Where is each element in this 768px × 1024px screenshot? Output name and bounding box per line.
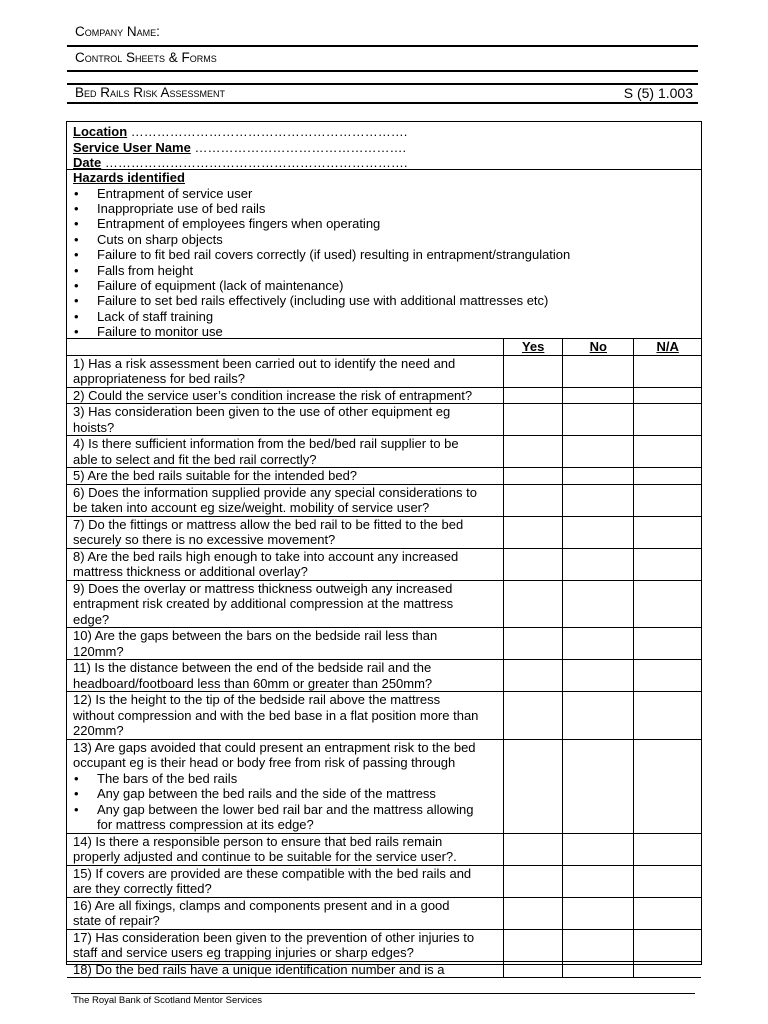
yes-answer-cell[interactable] bbox=[504, 961, 563, 978]
question-row bbox=[67, 580, 701, 628]
question-line: 11) Is the distance between the end of the bedside rail and the bbox=[73, 660, 432, 675]
question-text-cell bbox=[67, 692, 504, 740]
question-line: able to select and fit the bed rail correctly? bbox=[73, 451, 317, 467]
hazard-text: Failure of equipment (lack of maintenance) bbox=[97, 277, 344, 293]
yes-answer-cell[interactable] bbox=[504, 929, 563, 961]
no-answer-cell[interactable] bbox=[563, 833, 634, 865]
question-row bbox=[67, 692, 701, 740]
no-answer-cell[interactable] bbox=[563, 628, 634, 660]
yes-answer-cell[interactable] bbox=[504, 580, 563, 628]
hazard-text: Failure to fit bed rail covers correctly (if used) resulting in entrapment/strangulation bbox=[97, 247, 571, 263]
hazard-item bbox=[73, 309, 695, 324]
yes-answer-cell[interactable] bbox=[504, 404, 563, 436]
bullet-icon: • bbox=[74, 216, 79, 232]
hazard-list bbox=[73, 186, 695, 340]
info-section bbox=[67, 122, 701, 170]
header-rule bbox=[67, 70, 698, 72]
no-answer-cell[interactable] bbox=[563, 516, 634, 548]
question-line: be taken into account eg size/weight. mobility of service user? bbox=[73, 500, 430, 515]
hazard-item bbox=[73, 216, 695, 231]
bullet-icon: • bbox=[74, 324, 79, 340]
question-line: 5) Are the bed rails suitable for the intended bed? bbox=[73, 468, 358, 483]
question-row bbox=[67, 865, 701, 897]
question-row bbox=[67, 961, 701, 978]
question-text-cell bbox=[67, 865, 504, 897]
question-line: hoists? bbox=[73, 419, 115, 435]
hazard-item bbox=[73, 324, 695, 339]
yes-answer-cell[interactable] bbox=[504, 387, 563, 404]
sub-item-text bbox=[97, 771, 237, 787]
question-text-cell bbox=[67, 548, 504, 580]
no-answer-cell[interactable] bbox=[563, 436, 634, 468]
na-answer-cell[interactable] bbox=[634, 961, 701, 978]
service-user-row bbox=[73, 140, 695, 156]
question-line: 6) Does the information supplied provide any special considerations to bbox=[73, 484, 477, 500]
question-line: 16) Are all fixings, clamps and components present and in a good bbox=[73, 897, 450, 913]
no-answer-cell[interactable] bbox=[563, 739, 634, 833]
na-answer-cell[interactable] bbox=[634, 468, 701, 485]
yes-answer-cell[interactable] bbox=[504, 628, 563, 660]
question-row bbox=[67, 468, 701, 485]
question-line: state of repair? bbox=[73, 913, 160, 928]
na-answer-cell[interactable] bbox=[634, 897, 701, 929]
question-line: appropriateness for bed rails? bbox=[73, 371, 245, 386]
question-text-cell bbox=[67, 436, 504, 468]
no-answer-cell[interactable] bbox=[563, 961, 634, 978]
bullet-icon: • bbox=[74, 770, 79, 786]
table-header-row bbox=[67, 339, 701, 355]
question-line: 9) Does the overlay or mattress thickness outweigh any increased bbox=[73, 580, 453, 596]
yes-answer-cell[interactable] bbox=[504, 484, 563, 516]
hazard-text: Falls from height bbox=[97, 262, 194, 278]
no-answer-cell[interactable] bbox=[563, 897, 634, 929]
question-row bbox=[67, 355, 701, 387]
service-user-field[interactable]: …………………………………………. bbox=[194, 139, 407, 155]
hazard-text: Lack of staff training bbox=[97, 308, 214, 324]
question-text-cell bbox=[67, 580, 504, 628]
na-answer-cell[interactable] bbox=[634, 865, 701, 897]
yes-answer-cell[interactable] bbox=[504, 355, 563, 387]
date-row bbox=[73, 155, 695, 171]
sub-item-text bbox=[97, 786, 436, 802]
question-line: 3) Has consideration been given to the use of other equipment eg bbox=[73, 404, 451, 419]
question-line: 15) If covers are provided are these compatible with the bed rails and bbox=[73, 865, 472, 881]
bullet-icon: • bbox=[74, 200, 79, 216]
hazard-text: Cuts on sharp objects bbox=[97, 231, 223, 247]
question-line: 7) Do the fittings or mattress allow the bed rail to be fitted to the bed bbox=[73, 516, 464, 532]
question-row bbox=[67, 387, 701, 404]
yes-answer-cell[interactable] bbox=[504, 865, 563, 897]
question-line: 12) Is the height to the tip of the bedside rail above the mattress bbox=[73, 692, 441, 707]
question-text-cell bbox=[67, 897, 504, 929]
date-label: Date bbox=[73, 155, 102, 170]
hazard-item bbox=[73, 201, 695, 216]
yes-answer-cell[interactable] bbox=[504, 897, 563, 929]
header-rule bbox=[67, 45, 698, 47]
question-line: 1) Has a risk assessment been carried out to identify the need and bbox=[73, 355, 456, 371]
question-row bbox=[67, 628, 701, 660]
location-field[interactable]: ………………………………………………………. bbox=[130, 124, 408, 139]
location-label: Location bbox=[73, 124, 128, 139]
hazard-text: Entrapment of service user bbox=[97, 185, 253, 201]
na-column-header: N/A bbox=[634, 339, 701, 355]
question-text-cell bbox=[67, 961, 504, 978]
bullet-icon: • bbox=[74, 185, 79, 201]
question-line: 17) Has consideration been given to the prevention of other injuries to bbox=[73, 929, 475, 945]
na-answer-cell[interactable] bbox=[634, 739, 701, 833]
sub-item-line: Any gap between the lower bed rail bar and the mattress allowing bbox=[97, 801, 474, 817]
hazard-item bbox=[73, 278, 695, 293]
hazard-item bbox=[73, 263, 695, 278]
question-row bbox=[67, 897, 701, 929]
bullet-icon: • bbox=[74, 231, 79, 247]
question-sub-item bbox=[73, 771, 499, 787]
assessment-form bbox=[66, 121, 702, 977]
bullet-icon: • bbox=[74, 308, 79, 324]
na-answer-cell[interactable] bbox=[634, 404, 701, 436]
question-row bbox=[67, 548, 701, 580]
yes-answer-cell[interactable] bbox=[504, 516, 563, 548]
question-text-cell bbox=[67, 484, 504, 516]
footer-text: The Royal Bank of Scotland Mentor Services bbox=[73, 995, 263, 1006]
question-row bbox=[67, 436, 701, 468]
no-answer-cell[interactable] bbox=[563, 387, 634, 404]
na-answer-cell[interactable] bbox=[634, 628, 701, 660]
question-line: 8) Are the bed rails high enough to take into account any increased bbox=[73, 548, 459, 564]
na-answer-cell[interactable] bbox=[634, 833, 701, 865]
question-row bbox=[67, 516, 701, 548]
na-answer-cell[interactable] bbox=[634, 580, 701, 628]
bullet-icon: • bbox=[74, 786, 79, 801]
hazard-item bbox=[73, 186, 695, 201]
sub-item-text bbox=[97, 802, 474, 833]
question-sub-item bbox=[73, 786, 499, 802]
bullet-icon: • bbox=[74, 801, 79, 817]
form-code: S (5) 1.003 bbox=[623, 85, 693, 101]
question-sub-item bbox=[73, 802, 499, 833]
question-line: edge? bbox=[73, 611, 110, 627]
sub-item-line: The bars of the bed rails bbox=[97, 770, 238, 786]
no-column-header: No bbox=[563, 339, 634, 355]
yes-answer-cell[interactable] bbox=[504, 548, 563, 580]
sub-item-line: for mattress compression at its edge? bbox=[97, 817, 314, 832]
header-rule bbox=[67, 102, 698, 104]
hazard-text: Failure to monitor use bbox=[97, 324, 223, 340]
questions-table bbox=[67, 339, 701, 978]
question-row bbox=[67, 929, 701, 961]
question-line: 4) Is there sufficient information from the bed/bed rail supplier to be bbox=[73, 436, 459, 451]
question-text-cell bbox=[67, 516, 504, 548]
location-row bbox=[73, 124, 695, 140]
na-answer-cell[interactable] bbox=[634, 548, 701, 580]
no-answer-cell[interactable] bbox=[563, 548, 634, 580]
na-answer-cell[interactable] bbox=[634, 692, 701, 740]
no-answer-cell[interactable] bbox=[563, 404, 634, 436]
na-answer-cell[interactable] bbox=[634, 516, 701, 548]
no-answer-cell[interactable] bbox=[563, 484, 634, 516]
question-line: securely so there is no excessive movement? bbox=[73, 532, 336, 547]
question-line: staff and service users eg trapping injuries or sharp edges? bbox=[73, 945, 414, 960]
date-field[interactable]: ……………………………………………………………. bbox=[104, 155, 408, 170]
question-text-cell bbox=[67, 739, 504, 833]
na-answer-cell[interactable] bbox=[634, 436, 701, 468]
form-title: Bed Rails Risk Assessment bbox=[75, 85, 226, 100]
question-text-cell bbox=[67, 628, 504, 660]
service-user-label: Service User Name bbox=[73, 139, 191, 155]
questions-body bbox=[67, 355, 701, 978]
question-line: 120mm? bbox=[73, 643, 124, 659]
company-name-label: Company Name: bbox=[75, 24, 160, 39]
no-answer-cell[interactable] bbox=[563, 865, 634, 897]
question-line: 2) Could the service user’s condition increase the risk of entrapment? bbox=[73, 387, 473, 403]
question-row bbox=[67, 484, 701, 516]
bullet-icon: • bbox=[74, 262, 79, 278]
question-line: occupant eg is their head or body free from risk of passing through bbox=[73, 755, 456, 770]
bullet-icon: • bbox=[74, 277, 79, 293]
sub-item-line: Any gap between the bed rails and the side of the mattress bbox=[97, 786, 436, 801]
question-row bbox=[67, 660, 701, 692]
question-text-cell bbox=[67, 660, 504, 692]
question-line: properly adjusted and continue to be suitable for the service user?. bbox=[73, 849, 457, 864]
no-answer-cell[interactable] bbox=[563, 929, 634, 961]
na-answer-cell[interactable] bbox=[634, 355, 701, 387]
bullet-icon: • bbox=[74, 293, 79, 309]
question-row bbox=[67, 833, 701, 865]
hazard-item bbox=[73, 247, 695, 262]
na-answer-cell[interactable] bbox=[634, 660, 701, 692]
no-answer-cell[interactable] bbox=[563, 355, 634, 387]
na-answer-cell[interactable] bbox=[634, 387, 701, 404]
no-answer-cell[interactable] bbox=[563, 580, 634, 628]
no-answer-cell[interactable] bbox=[563, 468, 634, 485]
question-line: 13) Are gaps avoided that could present an entrapment risk to the bed bbox=[73, 739, 476, 755]
footer-rule bbox=[71, 993, 695, 994]
question-row bbox=[67, 739, 701, 833]
yes-answer-cell[interactable] bbox=[504, 660, 563, 692]
question-line: 10) Are the gaps between the bars on the bedside rail less than bbox=[73, 628, 438, 643]
section-title: Control Sheets & Forms bbox=[75, 50, 217, 65]
hazard-text: Entrapment of employees fingers when operating bbox=[97, 216, 381, 232]
question-line: without compression and with the bed base in a flat position more than bbox=[73, 707, 479, 723]
hazard-text: Inappropriate use of bed rails bbox=[97, 200, 266, 216]
question-text-cell bbox=[67, 387, 504, 404]
yes-answer-cell[interactable] bbox=[504, 833, 563, 865]
no-answer-cell[interactable] bbox=[563, 660, 634, 692]
yes-answer-cell[interactable] bbox=[504, 692, 563, 740]
na-answer-cell[interactable] bbox=[634, 929, 701, 961]
no-answer-cell[interactable] bbox=[563, 692, 634, 740]
question-line: entrapment risk created by additional compression at the mattress bbox=[73, 596, 454, 611]
yes-answer-cell[interactable] bbox=[504, 436, 563, 468]
hazard-item bbox=[73, 293, 695, 308]
na-answer-cell[interactable] bbox=[634, 484, 701, 516]
question-row bbox=[67, 404, 701, 436]
question-text-cell bbox=[67, 929, 504, 961]
question-line: 220mm? bbox=[73, 723, 124, 738]
question-text-cell bbox=[67, 468, 504, 485]
bullet-icon: • bbox=[74, 247, 79, 263]
question-line: mattress thickness or additional overlay? bbox=[73, 564, 308, 579]
hazard-item bbox=[73, 232, 695, 247]
question-column-header bbox=[67, 339, 504, 355]
hazard-text: Failure to set bed rails effectively (including use with additional mattresses etc) bbox=[97, 293, 549, 309]
question-line: are they correctly fitted? bbox=[73, 881, 212, 896]
question-line: 14) Is there a responsible person to ensure that bed rails remain bbox=[73, 833, 443, 849]
yes-column-header: Yes bbox=[504, 339, 563, 355]
question-line: 18) Do the bed rails have a unique identification number and is a bbox=[73, 961, 445, 977]
question-text-cell bbox=[67, 404, 504, 436]
hazards-title: Hazards identified bbox=[73, 170, 185, 185]
question-text-cell bbox=[67, 355, 504, 387]
yes-answer-cell[interactable] bbox=[504, 468, 563, 485]
yes-answer-cell[interactable] bbox=[504, 739, 563, 833]
question-text-cell bbox=[67, 833, 504, 865]
question-line: headboard/footboard less than 60mm or greater than 250mm? bbox=[73, 675, 433, 691]
hazards-section bbox=[67, 170, 701, 339]
